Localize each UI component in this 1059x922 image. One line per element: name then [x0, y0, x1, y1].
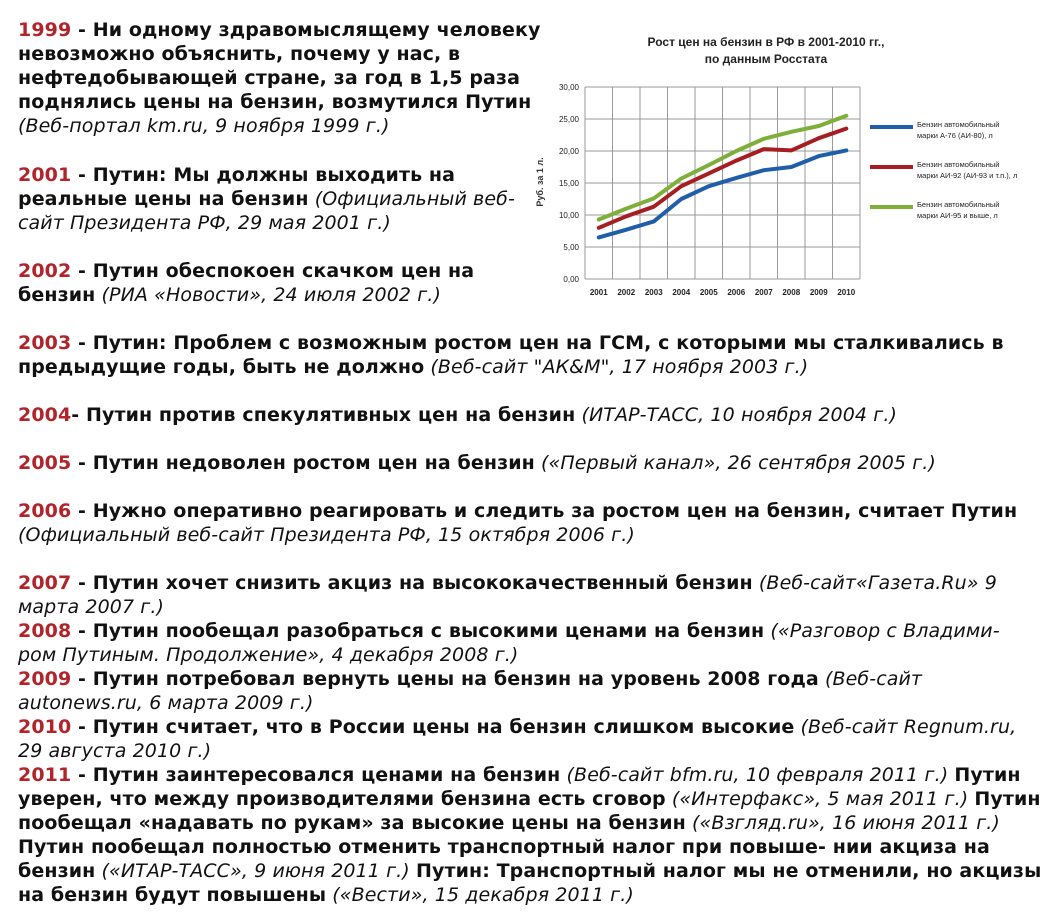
entry-year: 2006 [18, 500, 72, 522]
entry-headline: - Путин потребовал вернуть цены на бензин на уровень 2008 года [71, 668, 819, 690]
entry-2003 [18, 331, 1043, 379]
entry-source: (Веб-портал km.ru, 9 ноября 1999 г.) [18, 115, 390, 137]
entry-2006 [18, 499, 1043, 547]
x-tick-label: 2004 [672, 288, 691, 297]
price-chart [530, 22, 1059, 312]
data-point [680, 198, 683, 201]
entry-2008 [18, 619, 1043, 667]
entry-headline: - Ни одному здравомыслящему человеку невозможно объяснить, почему у нас, в нефтедобывающей стране, за год в 1,5 раза поднялись цены на бензин, возмутился Путин [18, 19, 541, 113]
entry-source: («Интерфакс», 5 мая 2011 г.) [671, 788, 969, 810]
y-tick-label: 15,00 [558, 179, 579, 188]
data-point [625, 215, 628, 218]
legend-label: Бензин автомобильный [917, 200, 1000, 209]
entry-headline: - Путин заинтересовался ценами на бензин [71, 764, 561, 786]
entry-headline: - Путин недоволен ростом цен на бензин [71, 452, 535, 474]
entry-source: (РИА «Новости», 24 июля 2002 г.) [101, 284, 441, 306]
data-point [762, 169, 765, 172]
entry-2011 [18, 763, 1048, 907]
data-point [707, 185, 710, 188]
data-point [680, 177, 683, 180]
entry-year: 2011 [18, 764, 72, 786]
data-point [597, 218, 600, 221]
x-tick-label: 2010 [837, 288, 856, 297]
data-point [817, 155, 820, 158]
chart-title: Рост цен на бензин в РФ в 2001-2010 гг., [647, 35, 885, 49]
entry-2001 [18, 163, 528, 235]
entry-source: («Вести», 15 декабря 2011 г.) [332, 884, 634, 906]
entry-headline: - Путин считает, что в России цены на бензин слишком высокие [71, 716, 795, 738]
entry-source: (ИТАР-ТАСС, 10 ноября 2004 г.) [581, 404, 897, 426]
x-tick-label: 2006 [727, 288, 746, 297]
entry-source: («ИТАР-ТАСС», 9 июня 2011 г.) [101, 860, 410, 882]
data-point [790, 149, 793, 152]
entry-2009 [18, 667, 1043, 715]
y-tick-label: 0,00 [563, 275, 579, 284]
data-point [845, 114, 848, 117]
x-tick-label: 2002 [617, 288, 636, 297]
y-tick-label: 5,00 [563, 243, 579, 252]
entry-headline: - Путин против спекулятивных цен на бензин [71, 404, 576, 426]
entry-headline: Путин пообещал «надавать по рукам» за высокие цены на бензин [18, 788, 1041, 834]
x-tick-label: 2007 [754, 288, 773, 297]
x-tick-label: 2008 [782, 288, 801, 297]
entry-headline: - Путин: Проблем с возможным ростом цен на ГСМ, с которыми мы сталкивались в предыдущие годы, быть не должно [18, 332, 1004, 378]
x-tick-label: 2001 [589, 288, 608, 297]
entry-year: 1999 [18, 19, 72, 41]
data-point [845, 149, 848, 152]
data-point [790, 166, 793, 169]
y-tick-label: 10,00 [558, 211, 579, 220]
entry-source: (Официальный веб-сайт Президента РФ, 29 мая 2001 г.) [18, 188, 515, 234]
data-point [817, 137, 820, 140]
entry-headline: - Путин обеспокоен скачком цен на бензин [18, 260, 475, 306]
entry-source: («Первый канал», 26 сентября 2005 г.) [541, 452, 936, 474]
entry-year: 2001 [18, 164, 72, 186]
legend-label: Бензин автомобильный [917, 160, 1000, 169]
x-tick-label: 2005 [699, 288, 718, 297]
data-point [735, 150, 738, 153]
entry-2010 [18, 715, 1043, 763]
entry-year: 2005 [18, 452, 72, 474]
data-point [845, 127, 848, 130]
data-point [625, 228, 628, 231]
entry-year: 2007 [18, 572, 72, 594]
entry-source: (Веб-сайт "АК&M", 17 ноября 2003 г.) [430, 356, 809, 378]
x-tick-label: 2003 [644, 288, 663, 297]
data-point [762, 148, 765, 151]
data-point [652, 197, 655, 200]
data-point [680, 185, 683, 188]
data-point [597, 226, 600, 229]
entry-2007 [18, 571, 1043, 619]
entry-headline: - Нужно оперативно реагировать и следить за ростом цен на бензин, считает Путин [71, 500, 1018, 522]
entry-year: 2010 [18, 716, 72, 738]
data-point [735, 159, 738, 162]
data-point [707, 164, 710, 167]
entry-headline: Путин уверен, что между производителями бензина есть сговор [18, 764, 1021, 810]
legend-label: марки АИ-95 и выше, л [917, 211, 998, 220]
entry-year: 2008 [18, 620, 72, 642]
data-point [707, 172, 710, 175]
entry-source: (Веб-сайт autonews.ru, 6 марта 2009 г.) [18, 668, 923, 714]
entry-2002 [18, 259, 528, 307]
entry-source: («Взгляд.ru», 16 июня 2011 г.) [692, 812, 1000, 834]
entry-headline: - Путин хочет снизить акциз на высококачественный бензин [71, 572, 753, 594]
entry-source: («Разговор с Владими- ром Путиным. Продолжение», 4 декабря 2008 г.) [18, 620, 1000, 666]
data-point [652, 205, 655, 208]
entry-headline: - Путин пообещал разобраться с высокими ценами на бензин [71, 620, 765, 642]
y-ticks [559, 83, 580, 284]
legend-label: марки АИ-92 (АИ-93 и т.п.), л [917, 171, 1018, 180]
entry-source: (Веб-сайт bfm.ru, 10 февраля 2011 г.) [566, 764, 949, 786]
data-point [790, 130, 793, 133]
x-tick-label: 2009 [809, 288, 828, 297]
chart-legend [870, 120, 1017, 220]
legend-label: марки А-76 (АИ-80), л [917, 131, 993, 140]
entry-source: (Веб-сайт Regnum.ru, 29 августа 2010 г.) [18, 716, 1017, 762]
chart-subtitle: по данным Росстата [704, 52, 828, 66]
data-point [817, 125, 820, 128]
entry-year: 2002 [18, 260, 72, 282]
entry-2005 [18, 451, 1043, 475]
data-point [597, 236, 600, 239]
y-tick-label: 30,00 [558, 83, 579, 92]
legend-label: Бензин автомобильный [917, 120, 1000, 129]
y-tick-label: 25,00 [558, 115, 579, 124]
entry-source: (Веб-сайт«Газета.Ru» 9 марта 2007 г.) [18, 572, 997, 618]
entry-year: 2003 [18, 332, 72, 354]
entry-source: (Официальный веб-сайт Президента РФ, 15 октября 2006 г.) [18, 524, 635, 546]
entry-headline: Путин: Транспортный налог мы не отменили, но акцизы на бензин будут повышены [18, 860, 1042, 906]
x-ticks [590, 288, 856, 297]
data-point [762, 137, 765, 140]
y-axis-label: Руб. за 1 л. [535, 157, 545, 207]
y-tick-label: 20,00 [558, 147, 579, 156]
entry-1999 [18, 18, 558, 138]
entry-year: 2009 [18, 668, 72, 690]
data-point [625, 207, 628, 210]
entry-year: 2004 [18, 404, 72, 426]
data-point [735, 176, 738, 179]
entry-2004 [18, 403, 1043, 427]
entry-headline: - Путин: Мы должны выходить на реальные цены на бензин [18, 164, 456, 210]
data-point [652, 220, 655, 223]
entry-headline: Путин пообещал полностью отменить транспортный налог при повыше- нии акциза на бензин [18, 836, 990, 882]
